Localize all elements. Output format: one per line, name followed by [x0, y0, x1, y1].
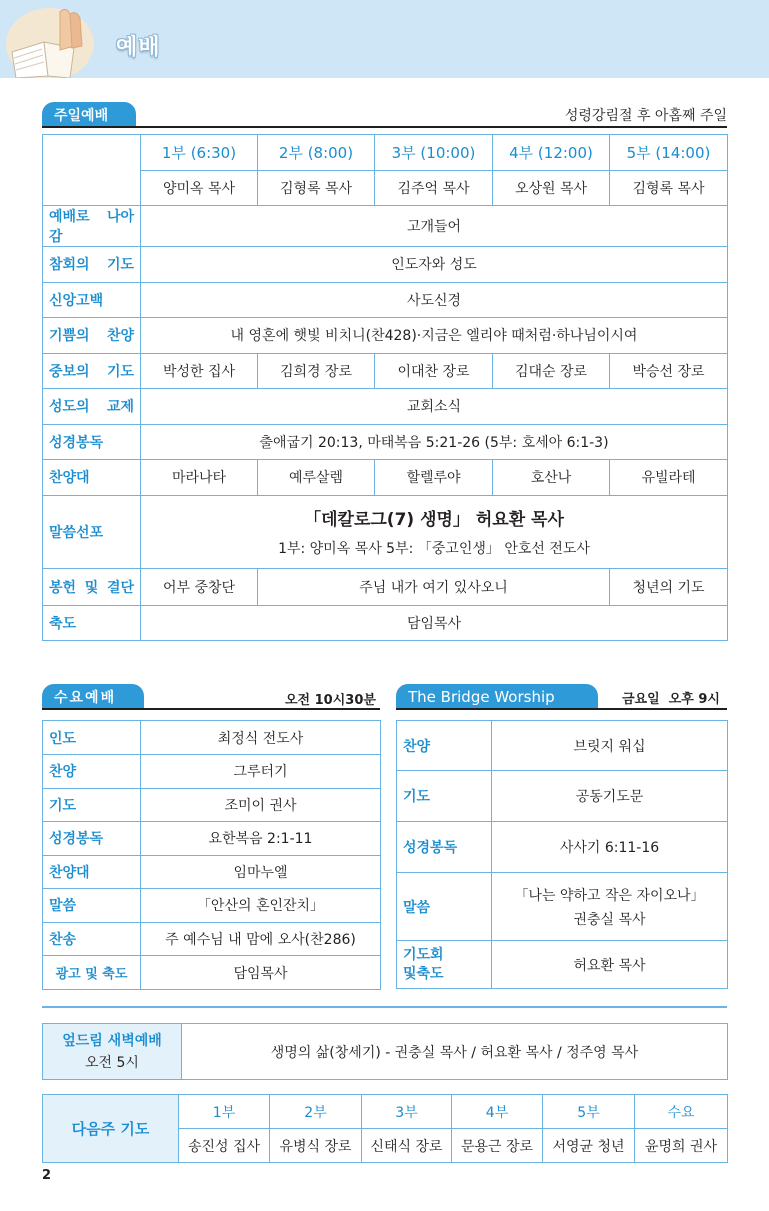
sermon-row: [43, 495, 728, 568]
wednesday-time: 오전 10시30분: [285, 693, 376, 708]
creed-label: 신앙고백: [43, 282, 141, 318]
bridge-label: 찬양: [397, 721, 492, 771]
wednesday-value: 요한복음 2:1-11: [141, 822, 381, 856]
choir-2: 예루살렘: [258, 460, 375, 496]
choir-3: 할렐루야: [375, 460, 493, 496]
next-prayer-name: 윤명희 권사: [635, 1129, 728, 1163]
service-times-row: [43, 135, 728, 171]
bridge-tab-underline: [396, 708, 727, 710]
page-number: 2: [42, 1168, 52, 1183]
bridge-label: 말씀: [397, 873, 492, 941]
bridge-value: 허요환 목사: [492, 941, 728, 989]
bridge-sermon-speaker: 권충실 목사: [573, 911, 646, 928]
fellowship-value: 교회소식: [141, 389, 728, 425]
bridge-label-line2: 및축도: [403, 965, 444, 982]
dawn-value: 생명의 삶(창세기) - 권충실 목사 / 허요환 목사 / 정주영 목사: [182, 1024, 728, 1080]
wednesday-row: [43, 956, 381, 990]
next-prayer-col: 2부: [270, 1095, 362, 1129]
intercession-1: 박성한 집사: [141, 353, 258, 389]
bridge-row: [397, 822, 728, 873]
confession-row: [43, 247, 728, 283]
sunday-tab-underline: [42, 126, 727, 128]
page-header: [0, 0, 769, 78]
bridge-worship-table: [396, 720, 728, 989]
wednesday-value: 그루터기: [141, 755, 381, 789]
bridge-value: 공동기도문: [492, 771, 728, 822]
wednesday-label: 성경봉독: [43, 822, 141, 856]
bridge-row: [397, 721, 728, 771]
wednesday-value: 「안산의 혼인잔치」: [141, 889, 381, 923]
approach-row: [43, 206, 728, 247]
wednesday-row: [43, 721, 381, 755]
creed-value: 사도신경: [141, 282, 728, 318]
wednesday-value: 최정식 전도사: [141, 721, 381, 755]
next-prayer-header-row: [43, 1095, 728, 1129]
service-leader-4: 오상원 목사: [493, 171, 610, 206]
next-prayer-col: 3부: [362, 1095, 452, 1129]
intercession-row: [43, 353, 728, 389]
next-prayer-col: 5부: [543, 1095, 635, 1129]
fellowship-label: 성도의 교제: [43, 389, 141, 425]
section-divider: [42, 1006, 727, 1008]
bridge-row: [397, 771, 728, 822]
wednesday-value: 담임목사: [141, 956, 381, 990]
bridge-label-cell: [397, 941, 492, 989]
service-time-1: 1부 (6:30): [141, 135, 258, 171]
next-prayer-table: [42, 1094, 728, 1163]
choir-row: [43, 460, 728, 496]
approach-value: 고개들어: [141, 206, 728, 247]
bridge-label: 성경봉독: [397, 822, 492, 873]
dawn-worship-table: [42, 1023, 728, 1080]
dawn-label-cell: [43, 1024, 182, 1080]
benediction-row: [43, 605, 728, 640]
joy-song-row: [43, 318, 728, 354]
confession-label: 참회의 기도: [43, 247, 141, 283]
sermon-title: 「데칼로그(7) 생명」 허요환 목사: [304, 510, 564, 530]
intercession-4: 김대순 장로: [493, 353, 610, 389]
sunday-worship-tab: 주일예배: [42, 102, 136, 127]
wednesday-label: 찬양: [43, 755, 141, 789]
service-time-3: 3부 (10:00): [375, 135, 493, 171]
choir-label: 찬양대: [43, 460, 141, 496]
next-prayer-col: 4부: [452, 1095, 543, 1129]
intercession-label: 중보의 기도: [43, 353, 141, 389]
offering-label: 봉헌 및 결단: [43, 568, 141, 605]
service-leaders-row: [43, 171, 728, 206]
wednesday-value: 주 예수님 내 맘에 오사(찬286): [141, 922, 381, 956]
dawn-row: [43, 1024, 728, 1080]
praying-hands-bible-icon: [4, 2, 96, 78]
offering-middle: 주님 내가 여기 있사오니: [258, 568, 610, 605]
next-prayer-name: 신태식 장로: [362, 1129, 452, 1163]
next-prayer-name: 문용근 장로: [452, 1129, 543, 1163]
choir-1: 마라나타: [141, 460, 258, 496]
bridge-label: 기도: [397, 771, 492, 822]
next-prayer-label: 다음주 기도: [43, 1095, 179, 1163]
service-time-2: 2부 (8:00): [258, 135, 375, 171]
wednesday-value: 조미이 권사: [141, 788, 381, 822]
bridge-row: [397, 873, 728, 941]
scripture-row: [43, 424, 728, 460]
service-time-4: 4부 (12:00): [493, 135, 610, 171]
sermon-label: 말씀선포: [43, 495, 141, 568]
wednesday-label: 광고 및 축도: [43, 956, 141, 990]
offering-last: 청년의 기도: [610, 568, 728, 605]
bridge-sermon-cell: [492, 873, 728, 941]
bridge-sermon-title: 「나는 약하고 작은 자이오나」: [514, 887, 705, 904]
wednesday-row: [43, 755, 381, 789]
page-title: 예배: [116, 35, 161, 60]
intercession-2: 김희경 장로: [258, 353, 375, 389]
sermon-subtitle: 1부: 양미옥 목사 5부: 「중고인생」 안호선 전도사: [278, 541, 590, 557]
sermon-cell: [141, 495, 728, 568]
wednesday-value: 임마누엘: [141, 855, 381, 889]
creed-row: [43, 282, 728, 318]
bridge-time: 금요일 오후 9시: [622, 692, 720, 707]
dawn-time: 오전 5시: [85, 1054, 139, 1071]
service-leader-2: 김형록 목사: [258, 171, 375, 206]
benediction-label: 축도: [43, 605, 141, 640]
wednesday-label: 기도: [43, 788, 141, 822]
joy-song-label: 기쁨의 찬양: [43, 318, 141, 354]
intercession-5: 박승선 장로: [610, 353, 728, 389]
next-prayer-name: 유병식 장로: [270, 1129, 362, 1163]
choir-5: 유빌라테: [610, 460, 728, 496]
sunday-worship-table: [42, 134, 728, 641]
bridge-worship-tab: The Bridge Worship: [396, 684, 598, 709]
fellowship-row: [43, 389, 728, 425]
wednesday-row: [43, 822, 381, 856]
corner-cell: [43, 135, 141, 206]
bridge-value: 브릿지 워십: [492, 721, 728, 771]
wednesday-label: 찬송: [43, 922, 141, 956]
service-leader-3: 김주억 목사: [375, 171, 493, 206]
joy-song-value: 내 영혼에 햇빛 비치니(찬428)·지금은 엘리야 때처럼·하나님이시여: [141, 318, 728, 354]
choir-4: 호산나: [493, 460, 610, 496]
benediction-value: 담임목사: [141, 605, 728, 640]
service-time-5: 5부 (14:00): [610, 135, 728, 171]
sunday-subtitle: 성령강림절 후 아홉째 주일: [564, 108, 727, 124]
wednesday-row: [43, 855, 381, 889]
bridge-row: [397, 941, 728, 989]
intercession-3: 이대찬 장로: [375, 353, 493, 389]
dawn-label: 엎드림 새벽예배: [62, 1032, 162, 1049]
wednesday-row: [43, 922, 381, 956]
confession-value: 인도자와 성도: [141, 247, 728, 283]
next-prayer-col: 1부: [179, 1095, 270, 1129]
wednesday-label: 찬양대: [43, 855, 141, 889]
wednesday-label: 인도: [43, 721, 141, 755]
next-prayer-name: 서영균 청년: [543, 1129, 635, 1163]
scripture-value: 출애굽기 20:13, 마태복음 5:21-26 (5부: 호세아 6:1-3): [141, 424, 728, 460]
wednesday-worship-tab: 수요예배: [42, 684, 144, 709]
wednesday-row: [43, 788, 381, 822]
wednesday-row: [43, 889, 381, 923]
offering-first: 어부 중창단: [141, 568, 258, 605]
service-leader-5: 김형록 목사: [610, 171, 728, 206]
scripture-label: 성경봉독: [43, 424, 141, 460]
next-prayer-col: 수요: [635, 1095, 728, 1129]
bridge-label: 기도회: [403, 946, 444, 963]
wednesday-worship-table: [42, 720, 381, 990]
next-prayer-name: 송진성 집사: [179, 1129, 270, 1163]
service-leader-1: 양미옥 목사: [141, 171, 258, 206]
wednesday-tab-underline: [42, 708, 380, 710]
bridge-value: 사사기 6:11-16: [492, 822, 728, 873]
offering-row: [43, 568, 728, 605]
approach-label: 예배로 나아감: [43, 206, 141, 247]
wednesday-label: 말씀: [43, 889, 141, 923]
